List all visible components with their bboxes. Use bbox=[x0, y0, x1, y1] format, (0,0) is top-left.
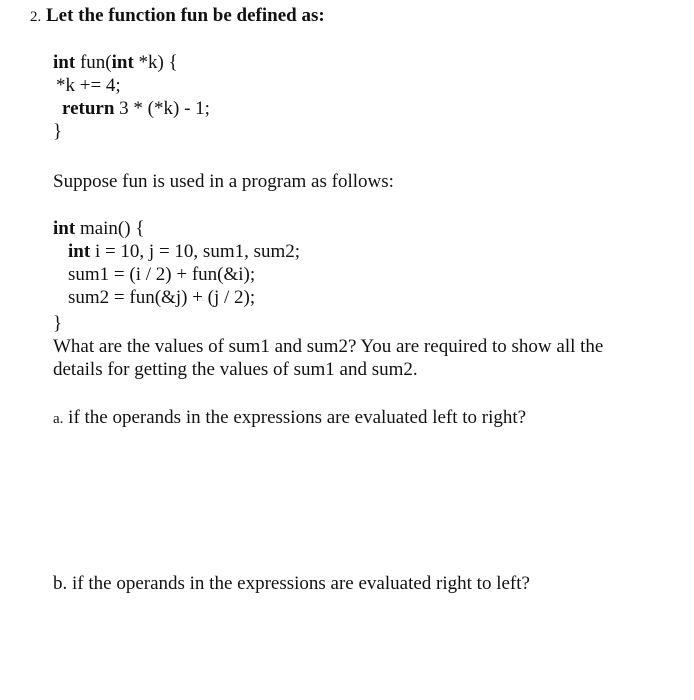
code-text: *k += 4; bbox=[56, 75, 121, 96]
fun-code-line-1 bbox=[53, 51, 178, 75]
code-text: } bbox=[53, 313, 63, 334]
main-code-line-3 bbox=[68, 263, 255, 287]
part-b-label: b. bbox=[53, 573, 68, 594]
code-text: main() { bbox=[75, 218, 145, 239]
keyword-int: int bbox=[111, 52, 134, 73]
fun-code-line-2 bbox=[56, 74, 121, 98]
part-a bbox=[53, 406, 526, 431]
intro-text: Suppose fun is used in a program as follows: bbox=[53, 171, 394, 192]
keyword-int: int bbox=[53, 52, 76, 73]
fun-code-line-4 bbox=[53, 120, 62, 144]
main-code-line-1 bbox=[53, 217, 144, 241]
question-number: 2. bbox=[30, 9, 42, 25]
keyword-return: return bbox=[62, 98, 115, 119]
code-text: sum1 = (i / 2) + fun(&i); bbox=[68, 264, 256, 285]
keyword-int: int bbox=[53, 218, 76, 239]
code-text: } bbox=[53, 121, 63, 142]
question-heading bbox=[30, 4, 325, 29]
code-text: i = 10, j = 10, sum1, sum2; bbox=[90, 241, 301, 262]
part-b-text: if the operands in the expressions are evaluated right to left? bbox=[67, 573, 530, 594]
question-text-line-1: What are the values of sum1 and sum2? You are required to show all the bbox=[53, 336, 604, 357]
main-code-line-4 bbox=[68, 286, 255, 310]
part-a-text: if the operands in the expressions are evaluated left to right? bbox=[63, 407, 527, 428]
fun-code-line-3 bbox=[62, 97, 210, 121]
code-text: *k) { bbox=[133, 52, 178, 73]
question-heading-text: Let the function fun be defined as: bbox=[46, 5, 325, 26]
part-a-label: a. bbox=[53, 411, 64, 427]
part-b bbox=[53, 572, 530, 596]
keyword-int: int bbox=[68, 241, 91, 262]
code-text: 3 * (*k) - 1; bbox=[114, 98, 210, 119]
code-text: fun( bbox=[75, 52, 112, 73]
main-code-line-5 bbox=[53, 312, 62, 336]
main-code-line-2 bbox=[68, 240, 300, 264]
code-text: sum2 = fun(&j) + (j / 2); bbox=[68, 287, 256, 308]
question-text-line-2: details for getting the values of sum1 and sum2. bbox=[53, 359, 418, 380]
